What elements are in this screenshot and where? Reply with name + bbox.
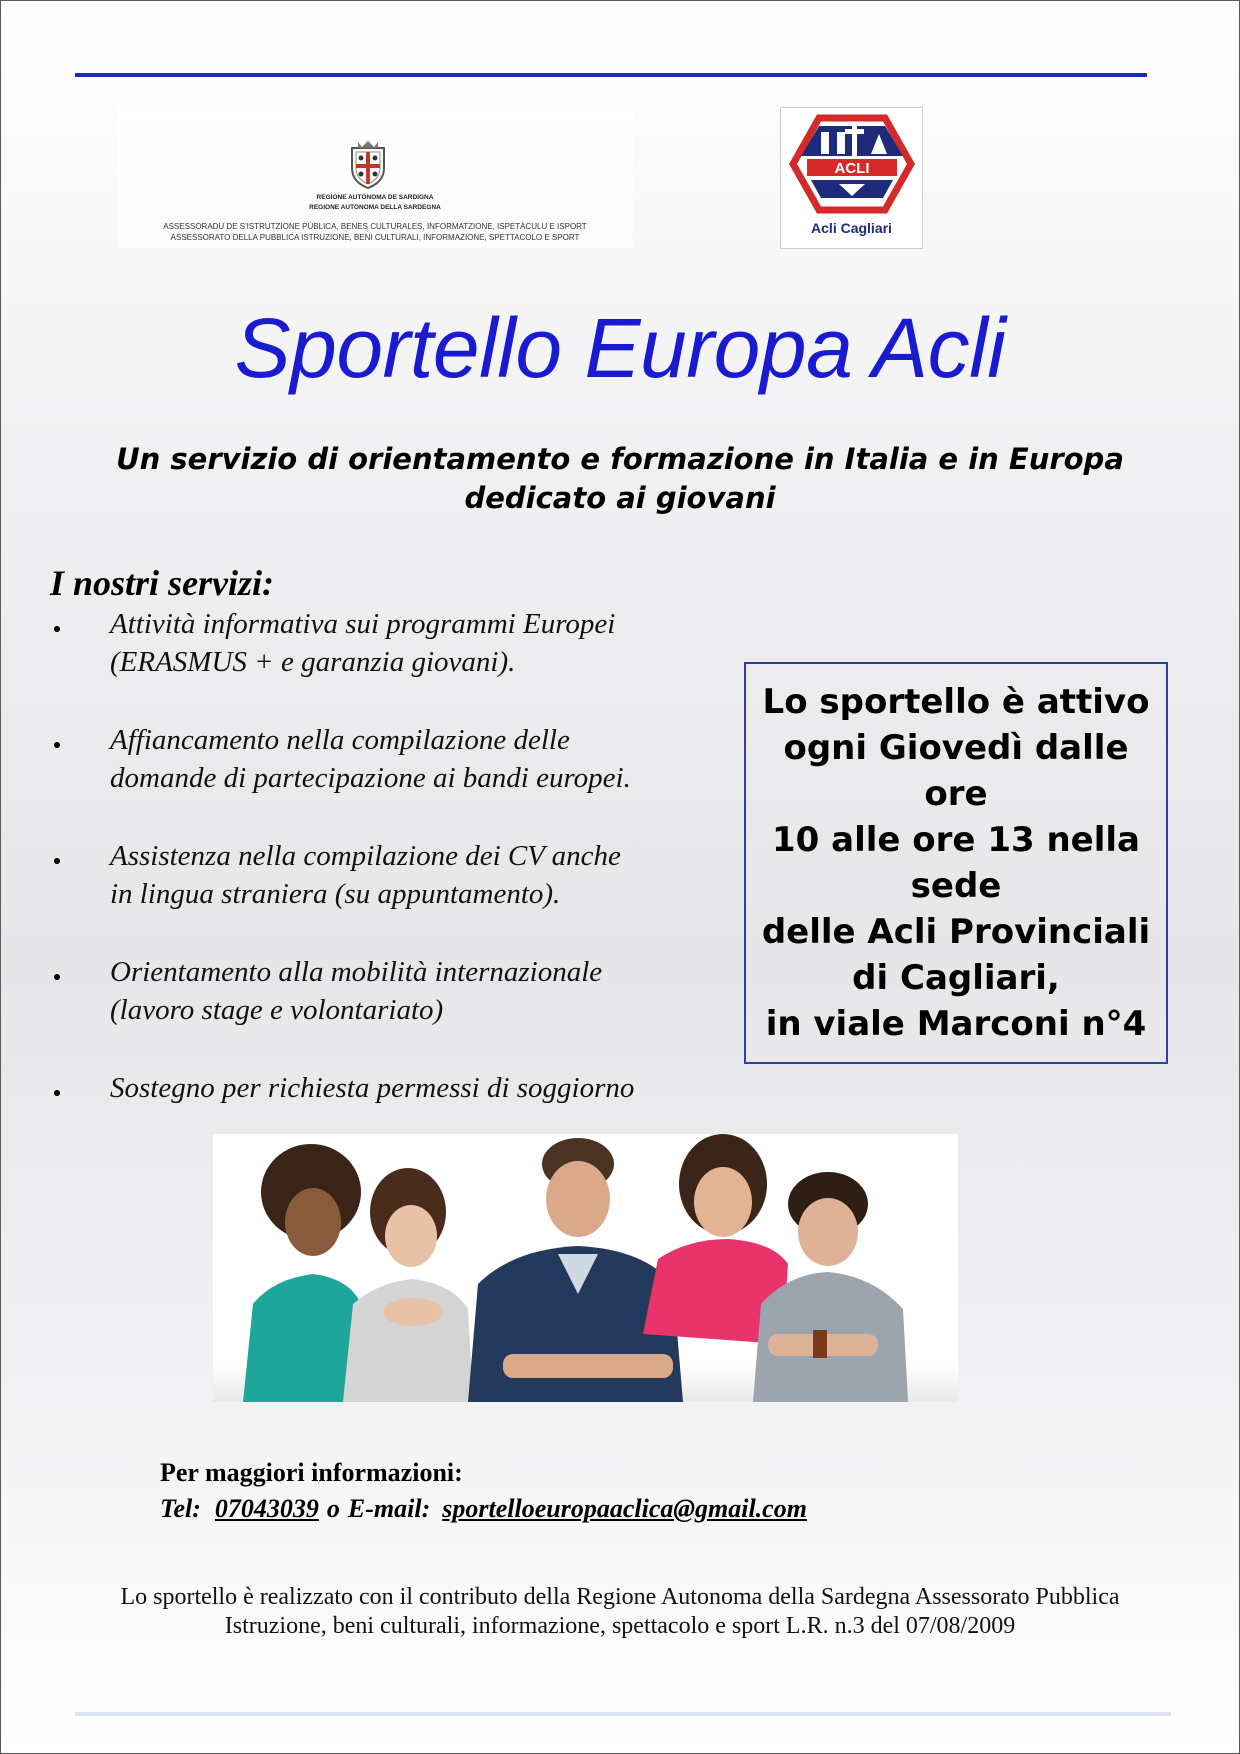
- subtitle-line-2: dedicato ai giovani: [464, 481, 776, 515]
- page-title: Sportello Europa Acli: [234, 301, 1006, 395]
- subtitle: [90, 440, 1150, 518]
- regione-department-sardinian: ASSESSORADU DE S'ISTRUTZIONE PÙBLICA, BENES CULTURALES, INFORMATZIONE, ISPETÀCULU E ISPORT: [163, 222, 587, 231]
- service-line: Orientamento alla mobilità internazionale: [110, 956, 603, 988]
- service-line: (ERASMUS + e garanzia giovani).: [110, 646, 516, 678]
- young-people-photo: [213, 1134, 958, 1402]
- service-line: Affiancamento nella compilazione delle: [110, 724, 570, 756]
- list-item: [50, 953, 730, 1029]
- tel-label: Tel:: [160, 1494, 201, 1523]
- footer-note: [60, 1583, 1180, 1641]
- or-text: o: [326, 1494, 340, 1523]
- services-list: [50, 605, 730, 1147]
- acli-caption: Acli Cagliari: [811, 220, 892, 236]
- opening-hours-text: Lo sportello è attivo ogni Giovedì dalle ore 10 alle ore 13 nella sede delle Acli Provinciali di Cagliari, in viale Marconi n°4: [761, 682, 1151, 1044]
- opening-hours-box: [744, 662, 1168, 1064]
- list-item: [50, 1069, 730, 1107]
- list-item: [50, 721, 730, 797]
- regione-department-italian: ASSESSORATO DELLA PUBBLICA ISTRUZIONE, BENI CULTURALI, INFORMAZIONE, SPETTACOLO E SPORT: [170, 233, 580, 242]
- list-item: [50, 837, 730, 913]
- acli-mark-text: ACLI: [834, 160, 870, 177]
- young-people-illustration: [213, 1134, 958, 1402]
- regione-name-italian: REGIONE AUTONOMA DELLA SARDEGNA: [309, 204, 441, 211]
- footer-line-2: Istruzione, beni culturali, informazione, spettacolo e sport L.R. n.3 del 07/08/2009: [224, 1613, 1016, 1639]
- email-label: E-mail:: [347, 1494, 431, 1523]
- acli-logo: [780, 107, 923, 249]
- service-line: Assistenza nella compilazione dei CV anche: [110, 840, 621, 872]
- service-line: in lingua straniera (su appuntamento).: [110, 878, 561, 910]
- sardinia-coat-of-arms-icon: [344, 138, 392, 190]
- contact-row: [160, 1494, 807, 1524]
- service-line: domande di partecipazione ai bandi europei.: [110, 762, 631, 794]
- regione-name-sardinian: REGIONE AUTÒNOMA DE SARDIGNA: [316, 194, 434, 201]
- footer-line-1: Lo sportello è realizzato con il contributo della Regione Autonoma della Sardegna Assessorato Pubblica: [120, 1584, 1120, 1610]
- contact-heading: Per maggiori informazioni:: [160, 1458, 463, 1487]
- regione-sardegna-logo: [117, 108, 633, 248]
- subtitle-line-1: Un servizio di orientamento e formazione in Italia e in Europa: [116, 442, 1124, 476]
- acli-hexagon-icon: [789, 114, 915, 214]
- service-line: (lavoro stage e volontariato): [110, 994, 444, 1026]
- top-rule: [75, 73, 1147, 77]
- bottom-rule: [75, 1712, 1171, 1716]
- email-link[interactable]: sportelloeuropaaclica@gmail.com: [442, 1494, 807, 1523]
- list-item: [50, 605, 730, 681]
- service-line: Attività informativa sui programmi Europei: [110, 608, 616, 640]
- service-line: Sostegno per richiesta permessi di soggiorno: [110, 1072, 635, 1104]
- services-heading: I nostri servizi:: [50, 563, 275, 603]
- phone-link[interactable]: 07043039: [214, 1494, 319, 1523]
